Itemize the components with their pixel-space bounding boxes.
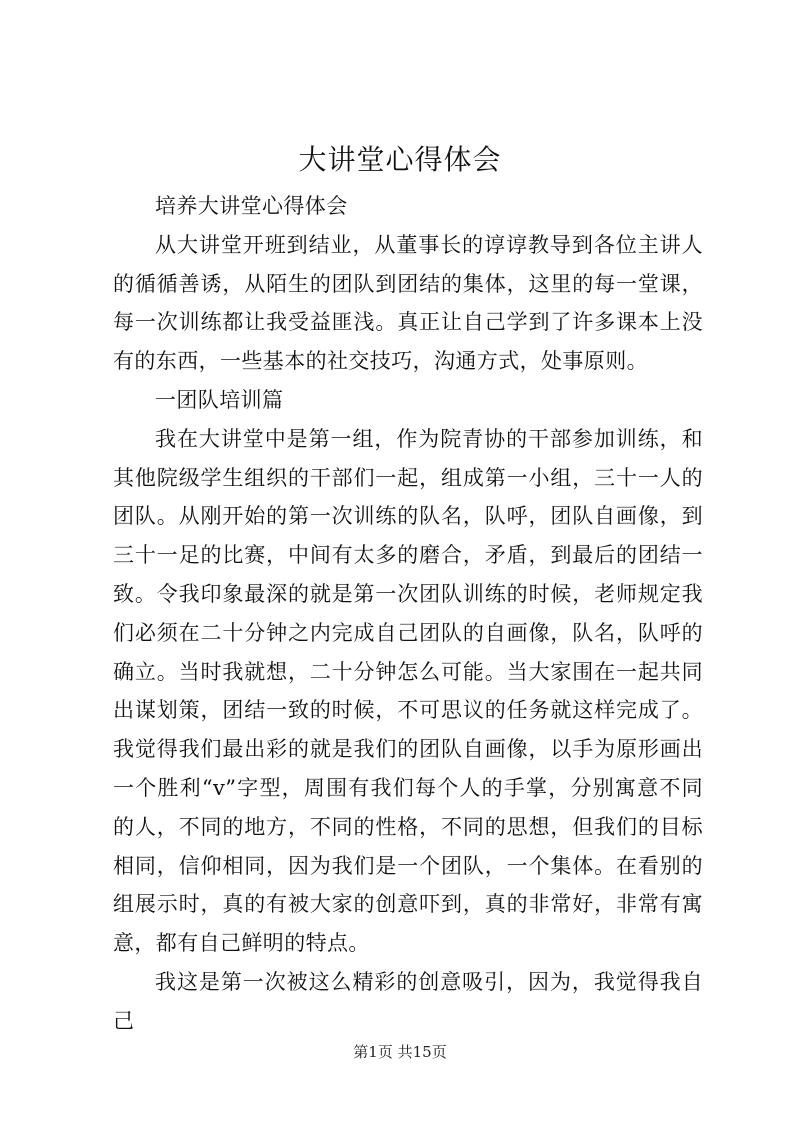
document-body [113, 187, 703, 1041]
document-title: 大讲堂心得体会 [298, 143, 502, 176]
paragraph-continuation: 我这是第一次被这么精彩的创意吸引，因为，我觉得我自己 [113, 969, 703, 1033]
paragraph-subtitle: 培养大讲堂心得体会 [155, 194, 348, 218]
paragraph-intro: 从大讲堂开班到结业，从董事长的谆谆教导到各位主讲人的循循善诱，从陌生的团队到团结的集体，这里的每一堂课，每一次训练都让我受益匪浅。真正让自己学到了许多课本上没有的东西，一些基本的社交技巧，沟通方式，处事原则。 [113, 232, 703, 374]
section-heading-team-training: 一团队培训篇 [155, 387, 284, 412]
page-number-footer: 第1页 共15页 [353, 1043, 447, 1061]
paragraph-team-experience: 我在大讲堂中是第一组，作为院青协的干部参加训练，和其他院级学生组织的干部们一起，组成第一小组，三十一人的团队。从刚开始的第一次训练的队名，队呼，团队自画像，到三十一足的比赛，中间有太多的磨合，矛盾，到最后的团结一致。令我印象最深的就是第一次团队训练的时候，老师规定我们必须在二十分钟之内完成自己团队的自画像，队名，队呼的确立。当时我就想，二十分钟怎么可能。当大家围在一起共同出谋划策，团结一致的时候，不可思议的任务就这样完成了。我觉得我们最出彩的就是我们的团队自画像，以手为原形画出一个胜利“v”字型，周围有我们每个人的手掌，分别寓意不同的人，不同的地方，不同的性格，不同的思想，但我们的目标相同，信仰相同，因为我们是一个团队，一个集体。在看别的组展示时，真的有被大家的创意吓到，真的非常好，非常有寓意，都有自己鲜明的特点。 [113, 426, 703, 956]
